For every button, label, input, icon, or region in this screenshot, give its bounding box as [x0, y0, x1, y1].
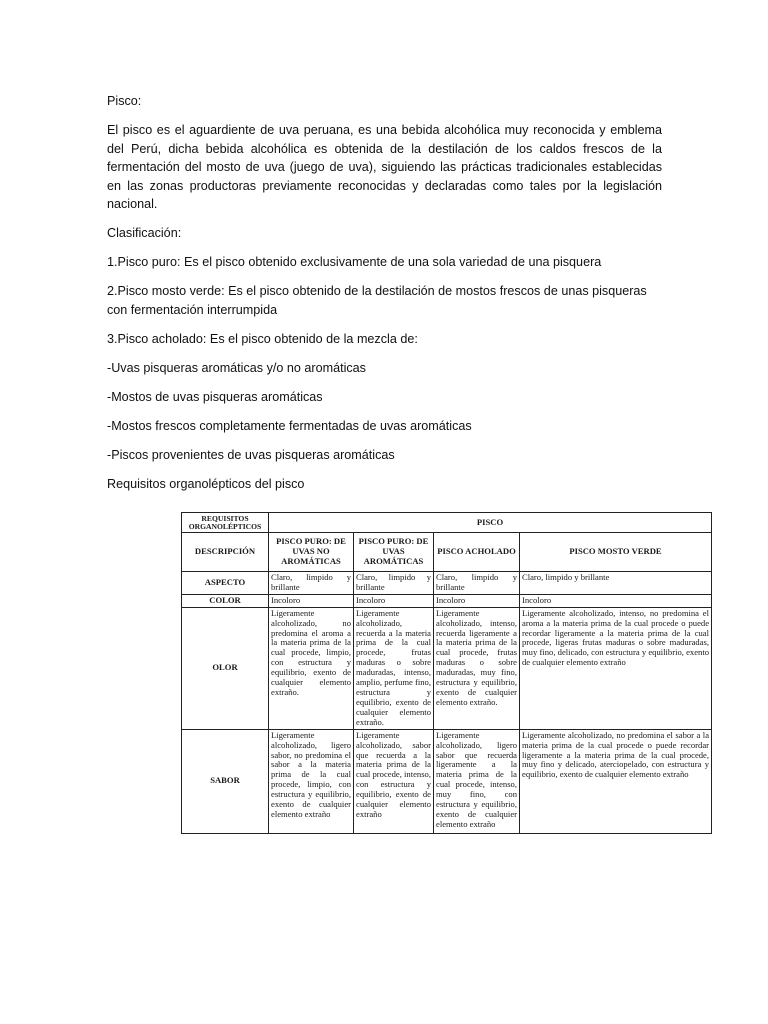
table-cell: Ligeramente alcoholizado, sabor que recuerda a la materia prima de la cual procede, intenso, con estructura y equilibrio, exento de cualquier elemento extraño — [354, 729, 434, 833]
mixture-item: -Mostos frescos completamente fermentadas de uvas aromáticas — [107, 418, 472, 433]
table-cell: Ligeramente alcoholizado, intenso, no predomina el aroma a la materia prima de la cual procede o puede recordar ligeramente a la materia prima de la cual procede, ligeras frutas maduras o sobre maduradas, muy fino, delicado, con estructura y equilibrio, exento de cualquier elemento extraño — [520, 607, 712, 729]
table-cell: Ligeramente alcoholizado, no predomina el aroma a la materia prima de la cual procede, limpio, con estructura y equilibrio, exento de cualquier elemento extraño. — [269, 607, 354, 729]
table-cell: Incoloro — [434, 594, 520, 607]
table-row — [182, 607, 712, 729]
table-cell: Claro, limpido y brillante — [354, 572, 434, 595]
table-cell: Incoloro — [520, 594, 712, 607]
mixture-item: -Mostos de uvas pisqueras aromáticas — [107, 389, 323, 404]
classification-item: 2.Pisco mosto verde: Es el pisco obtenido de la destilación de mostos frescos de unas pisqueras con fermentación interrumpida — [107, 284, 647, 317]
organoleptic-table — [181, 512, 712, 834]
intro-paragraph: El pisco es el aguardiente de uva peruana, es una bebida alcohólica muy reconocida y emblema del Perú, dicha bebida alcohólica es obtenida de la destilación de los caldos frescos de la fermentación del mosto de uva (juego de uva), siguiendo las prácticas tradicionales establecidas en las zonas productoras previamente reconocidas y declaradas como tales por la legislación nacional. — [107, 123, 662, 211]
table-cell: Claro, limpido y brillante — [434, 572, 520, 595]
table-corner-header: REQUISITOS ORGANOLÉPTICOS — [182, 513, 269, 533]
table-row — [182, 594, 712, 607]
column-header: PISCO ACHOLADO — [434, 533, 520, 572]
table-cell: Ligeramente alcoholizado, ligero sabor, no predomina el sabor a la materia prima de la cual procede, limpio, con estructura y equilibrio, exento de cualquier elemento extraño — [269, 729, 354, 833]
classification-item: 1.Pisco puro: Es el pisco obtenido exclusivamente de una sola variedad de una pisquera — [107, 255, 602, 269]
document-body — [107, 92, 662, 504]
table-column-header-row — [182, 533, 712, 572]
table-cell: Ligeramente alcoholizado, ligero sabor que recuerda ligeramente a la materia prima de la cual procede, intenso, muy fino, con estructura y equilibrio, exento de cualquier elemento extraño — [434, 729, 520, 833]
table-cell: Incoloro — [354, 594, 434, 607]
mixture-item: -Piscos provenientes de uvas pisqueras aromáticas — [107, 447, 395, 462]
document-title: Pisco: — [107, 94, 142, 108]
row-label: OLOR — [182, 607, 269, 729]
table-header-row — [182, 513, 712, 533]
row-label: COLOR — [182, 594, 269, 607]
table-cell: Ligeramente alcoholizado, intenso, recuerda ligeramente a la materia prima de la cual procede, frutas maduras o sobre maduradas, muy fino, estructura y equilibrio, exento de cualquier elemento extraño. — [434, 607, 520, 729]
mixture-item: -Uvas pisqueras aromáticas y/o no aromáticas — [107, 360, 366, 375]
table-group-header: PISCO — [269, 513, 712, 533]
table-cell: Incoloro — [269, 594, 354, 607]
column-header: PISCO PURO: DE UVAS AROMÁTICAS — [354, 533, 434, 572]
row-label: SABOR — [182, 729, 269, 833]
table-cell: Claro, limpido y brillante — [520, 572, 712, 595]
classification-item: 3.Pisco acholado: Es el pisco obtenido de la mezcla de: — [107, 331, 418, 346]
table-cell: Ligeramente alcoholizado, recuerda a la materia prima de la cual procede, frutas maduras o sobre maduradas, intenso, amplio, perfume fino, estructura y equilibrio, exento de cualquier elemento extraño. — [354, 607, 434, 729]
requirements-heading: Requisitos organolépticos del pisco — [107, 476, 305, 491]
table-row — [182, 729, 712, 833]
table-cell: Ligeramente alcoholizado, no predomina el sabor a la materia prima de la cual procede o puede recordar ligeramente a la materia prima de la cual procede, muy fino y delicado, aterciopelado, con estructura y equilibrio, exento de cualquier elemento extraño — [520, 729, 712, 833]
classification-heading: Clasificación: — [107, 226, 182, 240]
row-label: ASPECTO — [182, 572, 269, 595]
column-header: PISCO MOSTO VERDE — [520, 533, 712, 572]
description-header: DESCRIPCIÓN — [182, 533, 269, 572]
table-row — [182, 572, 712, 595]
table-cell: Claro, limpido y brillante — [269, 572, 354, 595]
column-header: PISCO PURO: DE UVAS NO AROMÁTICAS — [269, 533, 354, 572]
